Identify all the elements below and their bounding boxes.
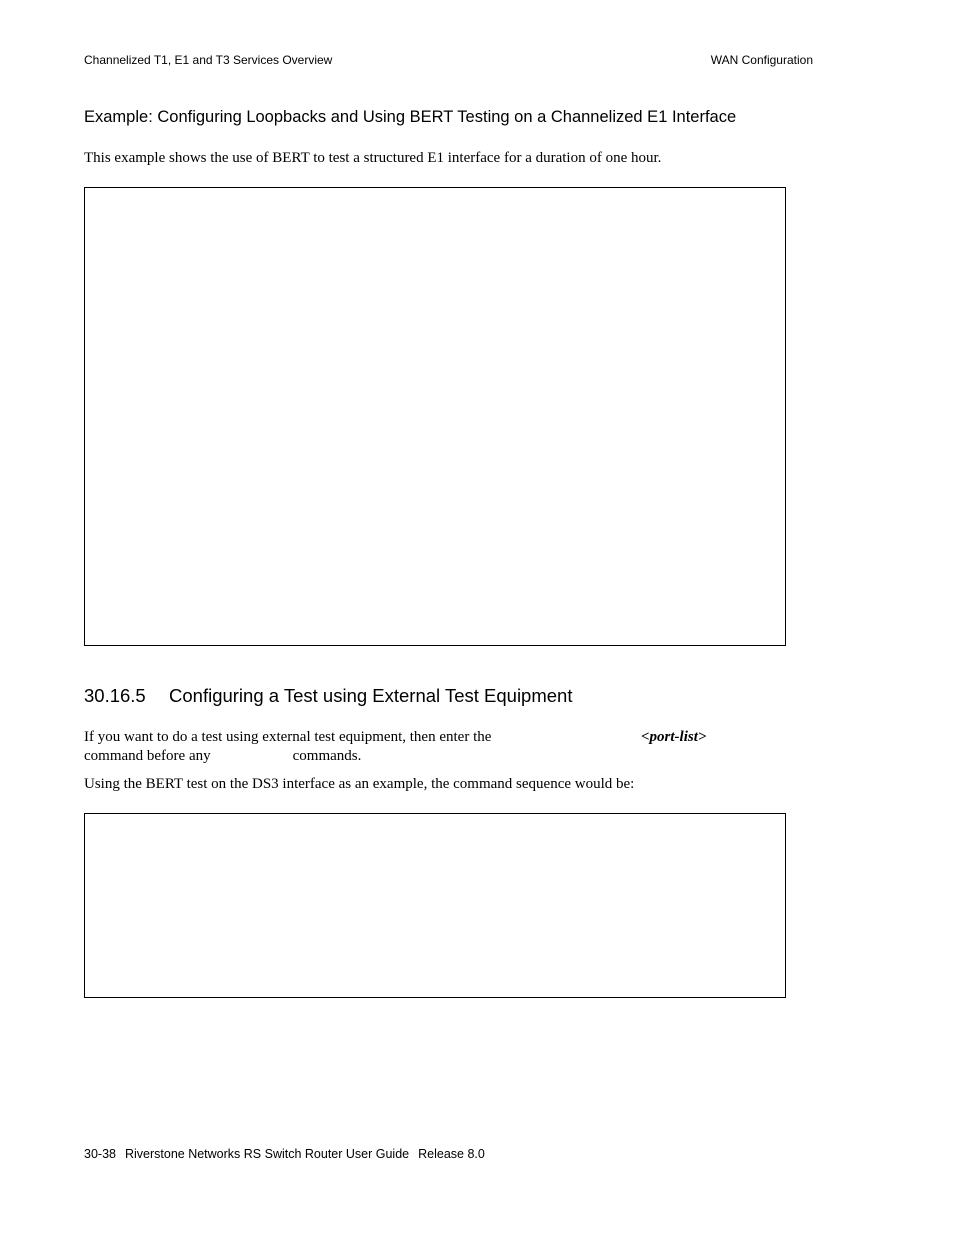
- page-footer: [84, 1146, 485, 1162]
- paragraph-external-test-line1: If you want to do a test using external test equipment, then enter the: [84, 729, 492, 745]
- code-example-box: [84, 187, 786, 646]
- running-header-right: WAN Configuration: [710, 53, 813, 67]
- example-intro-paragraph: This example shows the use of BERT to test a structured E1 interface for a duration of one hour.: [84, 150, 662, 166]
- example-heading: Example: Configuring Loopbacks and Using BERT Testing on a Channelized E1 Interface: [84, 108, 737, 126]
- paragraph-text-command-before-any: command before any: [84, 748, 211, 764]
- footer-release: Release 8.0: [418, 1147, 485, 1161]
- footer-page-number: 30-38: [84, 1147, 116, 1161]
- running-header-left: Channelized T1, E1 and T3 Services Overview: [84, 53, 333, 67]
- port-list-parameter: <port-list>: [641, 729, 707, 745]
- section-title: Configuring a Test using External Test Equipment: [169, 685, 573, 706]
- paragraph-external-test-line2: [84, 747, 361, 766]
- paragraph-bert-ds3: Using the BERT test on the DS3 interface as an example, the command sequence would be:: [84, 776, 635, 792]
- footer-guide-title: Riverstone Networks RS Switch Router User Guide: [124, 1147, 410, 1161]
- paragraph-text-commands: commands.: [292, 748, 362, 764]
- section-number: 30.16.5: [84, 685, 146, 706]
- command-sequence-box: [84, 813, 786, 998]
- section-heading: [84, 685, 572, 707]
